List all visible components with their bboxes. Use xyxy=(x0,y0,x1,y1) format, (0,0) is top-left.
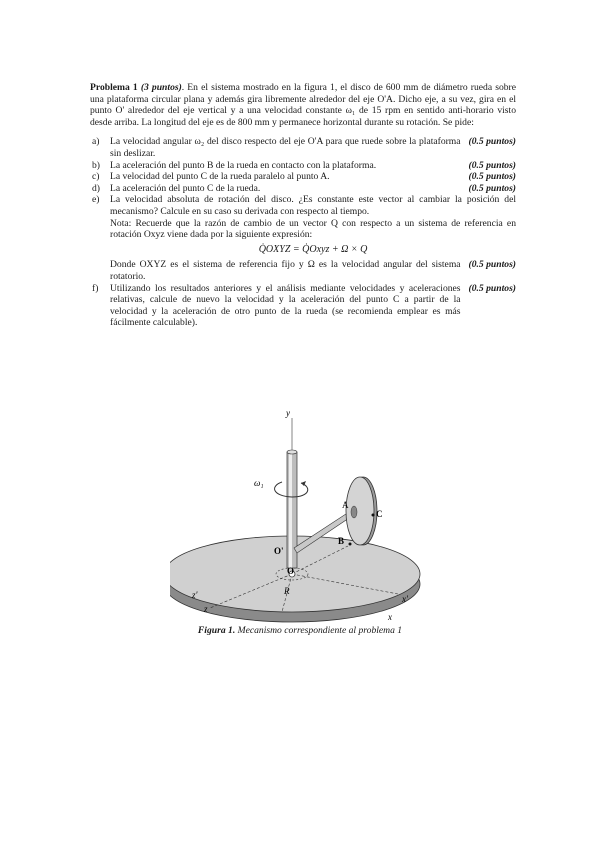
point-b-icon xyxy=(349,543,352,546)
item-text: La velocidad angular ω₂ del disco respecto del eje O'A para que ruede sobre la plataforma sin deslizar. xyxy=(110,136,461,159)
shaft-highlight xyxy=(289,452,292,568)
label-z: z xyxy=(204,604,208,614)
shaft-top xyxy=(287,450,297,454)
item-c xyxy=(90,171,516,183)
label-a: A xyxy=(342,500,349,510)
mechanism-figure xyxy=(170,398,470,648)
problem-points: (3 puntos) xyxy=(140,82,182,93)
label-omega: ω₁ xyxy=(254,478,264,488)
problem-statement: . En el sistema mostrado en la figura 1, el disco de 600 mm de diámetro rueda sobre una plataforma circular plana y además gira libremente alrededor del eje O'A. Dicho eje, a su vez, gira en el punto O' alrededor del eje vertical y a una velocidad constante ω₁ de 15 rpm en sentido anti-horario visto desde arriba. La longitud del eje es de 800 mm y permanece horizontal durante su rotación. Se pide: xyxy=(90,82,516,128)
label-o: O xyxy=(287,566,295,576)
problem-title: Problema 1 xyxy=(90,82,138,93)
point-c-icon xyxy=(372,514,375,517)
item-a xyxy=(90,136,516,159)
label-c: C xyxy=(376,509,383,519)
label-zprime: z' xyxy=(192,590,198,600)
item-b xyxy=(90,160,516,172)
item-text: La aceleración del punto B de la rueda en contacto con la plataforma. xyxy=(110,159,377,171)
caption-text: Mecanismo correspondiente al problema 1 xyxy=(235,625,403,636)
item-label: a) xyxy=(92,136,100,148)
item-points: (0.5 puntos) xyxy=(468,282,516,294)
disk-face xyxy=(346,477,374,545)
item-label: c) xyxy=(92,171,100,183)
item-points: (0.5 puntos) xyxy=(468,182,516,194)
problem-intro xyxy=(90,82,516,128)
item-note: Nota: Recuerde que la razón de cambio de un vector Q con respecto a un sistema de referencia en rotación Oxyz viene dada por la siguiente expresión: xyxy=(110,217,516,241)
item-text: La velocidad absoluta de rotación del disco. ¿Es constante este vector al cambiar la posición del mecanismo? Calcule en su caso su derivada con respecto al tiempo. xyxy=(110,194,516,217)
label-xprime: x' xyxy=(402,594,408,604)
label-x: x xyxy=(388,612,392,622)
item-label: e) xyxy=(92,194,100,206)
label-b: B xyxy=(338,536,345,546)
item-f xyxy=(90,283,516,329)
item-label: f) xyxy=(92,282,99,294)
item-points: (0.5 puntos) xyxy=(468,171,516,183)
item-points: (0.5 puntos) xyxy=(468,136,516,148)
item-label: d) xyxy=(92,182,100,194)
item-text: La velocidad del punto C de la rueda paralelo al punto A. xyxy=(110,171,330,183)
label-y: y xyxy=(286,408,290,418)
caption-label: Figura 1. xyxy=(197,625,236,636)
disk-hub xyxy=(351,506,357,518)
figure-caption xyxy=(0,625,600,636)
label-r: R xyxy=(284,586,290,596)
item-after: Donde OXYZ es el sistema de referencia fijo y Ω es la velocidad angular del sistema rotatorio. xyxy=(110,259,461,282)
item-d xyxy=(90,183,516,195)
item-text: Utilizando los resultados anteriores y el análisis mediante velocidades y aceleraciones relativas, calcule de nuevo la velocidad y la aceleración del punto C a partir de la velocidad y la aceleración de otro punto de la rueda (se recomienda emplear es más fácilmente calculable). xyxy=(110,282,461,329)
item-points: (0.5 puntos) xyxy=(468,259,516,271)
item-text: La aceleración del punto C de la rueda. xyxy=(110,182,261,194)
label-oprime: O' xyxy=(274,546,284,556)
rotating-frame-formula: Q̇OXYZ = Q̇Oxyz + Ω × Q xyxy=(258,243,368,255)
item-label: b) xyxy=(92,159,100,171)
problem-text xyxy=(90,82,516,329)
item-e xyxy=(90,194,516,282)
item-points: (0.5 puntos) xyxy=(468,159,516,171)
